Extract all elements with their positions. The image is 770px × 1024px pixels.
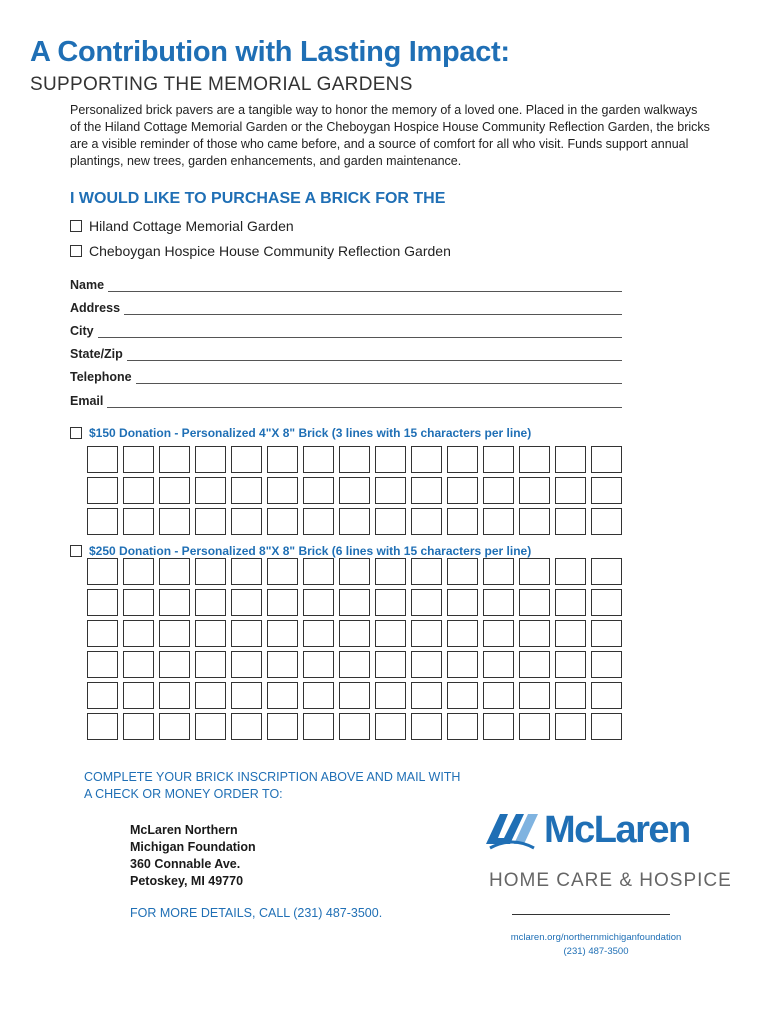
character-box[interactable] [195,446,226,473]
character-box[interactable] [339,620,370,647]
donation-label: $150 Donation - Personalized 4"X 8" Brick (3 lines with 15 characters per line) [89,426,532,440]
character-box[interactable] [483,446,514,473]
character-box[interactable] [303,682,334,709]
address-line: McLaren Northern [130,823,238,837]
character-box[interactable] [339,589,370,616]
character-box[interactable] [339,446,370,473]
character-box[interactable] [123,682,154,709]
name-field[interactable] [70,278,622,292]
character-box[interactable] [375,682,406,709]
brick-8x8-inscription-grid [87,558,627,744]
character-box[interactable] [339,713,370,740]
character-box[interactable] [195,682,226,709]
character-box[interactable] [519,446,550,473]
character-box[interactable] [519,508,550,535]
character-box[interactable] [555,558,586,585]
character-box[interactable] [303,558,334,585]
character-box[interactable] [447,446,478,473]
character-box[interactable] [339,682,370,709]
inscription-line [87,713,627,744]
character-box[interactable] [159,651,190,678]
character-box[interactable] [159,558,190,585]
instructions-line: A CHECK OR MONEY ORDER TO: [84,787,283,801]
donation-150-checkbox[interactable] [70,427,82,439]
character-box[interactable] [195,620,226,647]
inscription-line [87,682,627,713]
character-box[interactable] [483,558,514,585]
mclaren-mark-icon [484,808,540,852]
email-field[interactable] [70,394,622,408]
character-box[interactable] [591,508,622,535]
character-box[interactable] [519,558,550,585]
character-box[interactable] [555,713,586,740]
character-box[interactable] [267,446,298,473]
inscription-line [87,477,627,508]
character-box[interactable] [267,713,298,740]
character-box[interactable] [267,682,298,709]
character-box[interactable] [195,558,226,585]
field-label: Telephone [70,370,132,384]
donation-250-checkbox[interactable] [70,545,82,557]
character-box[interactable] [411,651,442,678]
character-box[interactable] [591,477,622,504]
character-box[interactable] [411,713,442,740]
character-box[interactable] [231,682,262,709]
character-box[interactable] [303,477,334,504]
character-box[interactable] [303,446,334,473]
character-box[interactable] [591,558,622,585]
character-box[interactable] [159,446,190,473]
character-box[interactable] [267,508,298,535]
character-box[interactable] [591,620,622,647]
footer-url: mclaren.org/northernmichiganfoundation [510,932,682,943]
character-box[interactable] [303,508,334,535]
character-box[interactable] [339,508,370,535]
telephone-field[interactable] [70,370,622,384]
intro-paragraph: Personalized brick pavers are a tangible way to honor the memory of a loved one. Placed in the garden walkways of the Hiland Cottage Memorial Garden or the Cheboygan Hospice House Community Reflection Garden, the bricks are a visible reminder of those who came before, and a source of comfort for all who visit. Funds support annual plantings, new trees, garden enhancements, and garden maintenance. [70,103,710,168]
character-box[interactable] [447,620,478,647]
telephone-input-line[interactable] [136,371,622,384]
email-input-line[interactable] [107,395,622,408]
state-zip-input-line[interactable] [127,348,622,361]
character-box[interactable] [375,477,406,504]
city-input-line[interactable] [98,325,622,338]
character-box[interactable] [231,651,262,678]
logo-wordmark: McLaren [544,808,690,851]
character-box[interactable] [591,446,622,473]
character-box[interactable] [483,477,514,504]
inscription-line [87,620,627,651]
character-box[interactable] [231,589,262,616]
character-box[interactable] [159,508,190,535]
character-box[interactable] [555,620,586,647]
character-box[interactable] [483,682,514,709]
character-box[interactable] [195,589,226,616]
character-box[interactable] [303,713,334,740]
address-line: Michigan Foundation [130,840,256,854]
character-box[interactable] [519,589,550,616]
character-box[interactable] [519,713,550,740]
character-box[interactable] [123,589,154,616]
character-box[interactable] [591,713,622,740]
character-box[interactable] [519,477,550,504]
character-box[interactable] [303,589,334,616]
option-hiland-cottage[interactable] [70,218,294,234]
mclaren-logo [484,808,708,852]
character-box[interactable] [447,651,478,678]
character-box[interactable] [267,589,298,616]
character-box[interactable] [447,589,478,616]
character-box[interactable] [375,446,406,473]
character-box[interactable] [591,651,622,678]
character-box[interactable] [87,589,118,616]
character-box[interactable] [123,508,154,535]
character-box[interactable] [123,713,154,740]
character-box[interactable] [195,651,226,678]
character-box[interactable] [231,508,262,535]
character-box[interactable] [195,713,226,740]
character-box[interactable] [483,620,514,647]
inscription-line [87,446,627,477]
character-box[interactable] [231,446,262,473]
character-box[interactable] [483,651,514,678]
character-box[interactable] [87,682,118,709]
character-box[interactable] [447,713,478,740]
page-title: A Contribution with Lasting Impact: [30,36,510,68]
character-box[interactable] [159,713,190,740]
character-box[interactable] [411,558,442,585]
character-box[interactable] [87,558,118,585]
character-box[interactable] [87,620,118,647]
character-box[interactable] [231,477,262,504]
more-details-text: FOR MORE DETAILS, CALL (231) 487-3500. [130,906,383,920]
character-box[interactable] [303,620,334,647]
option-label: Cheboygan Hospice House Community Reflection Garden [89,243,451,259]
footer-phone: (231) 487-3500 [563,946,629,957]
character-box[interactable] [411,477,442,504]
inscription-line [87,558,627,589]
character-box[interactable] [411,446,442,473]
option-label: Hiland Cottage Memorial Garden [89,218,294,234]
character-box[interactable] [591,682,622,709]
address-line: 360 Connable Ave. [130,857,241,871]
character-box[interactable] [87,508,118,535]
character-box[interactable] [411,589,442,616]
purchase-heading: I WOULD LIKE TO PURCHASE A BRICK FOR THE [70,190,446,207]
hiland-cottage-checkbox[interactable] [70,220,82,232]
character-box[interactable] [339,558,370,585]
character-box[interactable] [159,620,190,647]
state-zip-field[interactable] [70,347,622,361]
character-box[interactable] [483,508,514,535]
character-box[interactable] [87,651,118,678]
character-box[interactable] [267,558,298,585]
inscription-line [87,508,627,539]
option-cheboygan-hospice[interactable] [70,243,451,259]
city-field[interactable] [70,324,622,338]
donation-150-option[interactable] [70,426,531,440]
inscription-line [87,589,627,620]
character-box[interactable] [591,589,622,616]
character-box[interactable] [159,589,190,616]
character-box[interactable] [267,651,298,678]
brick-4x8-inscription-grid [87,446,627,539]
character-box[interactable] [375,620,406,647]
field-label: Email [70,394,104,408]
character-box[interactable] [231,620,262,647]
character-box[interactable] [123,651,154,678]
character-box[interactable] [483,589,514,616]
character-box[interactable] [555,446,586,473]
address-line: Petoskey, MI 49770 [130,874,244,888]
character-box[interactable] [555,589,586,616]
character-box[interactable] [87,713,118,740]
character-box[interactable] [339,651,370,678]
character-box[interactable] [339,477,370,504]
character-box[interactable] [555,477,586,504]
character-box[interactable] [519,620,550,647]
character-box[interactable] [87,446,118,473]
name-input-line[interactable] [108,279,622,292]
logo-tagline: HOME CARE & HOSPICE [489,870,732,891]
character-box[interactable] [123,477,154,504]
character-box[interactable] [447,508,478,535]
cheboygan-hospice-checkbox[interactable] [70,245,82,257]
mailing-address [130,822,256,890]
character-box[interactable] [519,651,550,678]
character-box[interactable] [231,713,262,740]
instructions-line: COMPLETE YOUR BRICK INSCRIPTION ABOVE AND MAIL WITH [84,770,461,784]
character-box[interactable] [87,477,118,504]
character-box[interactable] [159,477,190,504]
character-box[interactable] [231,558,262,585]
character-box[interactable] [483,713,514,740]
character-box[interactable] [555,651,586,678]
address-input-line[interactable] [124,302,622,315]
character-box[interactable] [123,558,154,585]
character-box[interactable] [375,651,406,678]
character-box[interactable] [375,589,406,616]
character-box[interactable] [411,620,442,647]
character-box[interactable] [267,477,298,504]
divider [512,914,670,915]
character-box[interactable] [375,508,406,535]
character-box[interactable] [519,682,550,709]
character-box[interactable] [447,558,478,585]
mail-instructions [84,769,460,803]
character-box[interactable] [555,682,586,709]
character-box[interactable] [375,713,406,740]
address-field[interactable] [70,301,622,315]
character-box[interactable] [447,682,478,709]
page-subtitle: SUPPORTING THE MEMORIAL GARDENS [30,74,413,95]
character-box[interactable] [195,508,226,535]
character-box[interactable] [411,682,442,709]
character-box[interactable] [159,682,190,709]
character-box[interactable] [123,446,154,473]
field-label: Name [70,278,105,292]
donation-250-option[interactable] [70,544,531,558]
donation-label: $250 Donation - Personalized 8"X 8" Brick (6 lines with 15 characters per line) [89,544,532,558]
character-box[interactable] [195,477,226,504]
character-box[interactable] [555,508,586,535]
field-label: City [70,324,94,338]
field-label: Address [70,301,121,315]
character-box[interactable] [375,558,406,585]
character-box[interactable] [267,620,298,647]
inscription-line [87,651,627,682]
field-label: State/Zip [70,347,123,361]
character-box[interactable] [447,477,478,504]
character-box[interactable] [303,651,334,678]
character-box[interactable] [123,620,154,647]
character-box[interactable] [411,508,442,535]
